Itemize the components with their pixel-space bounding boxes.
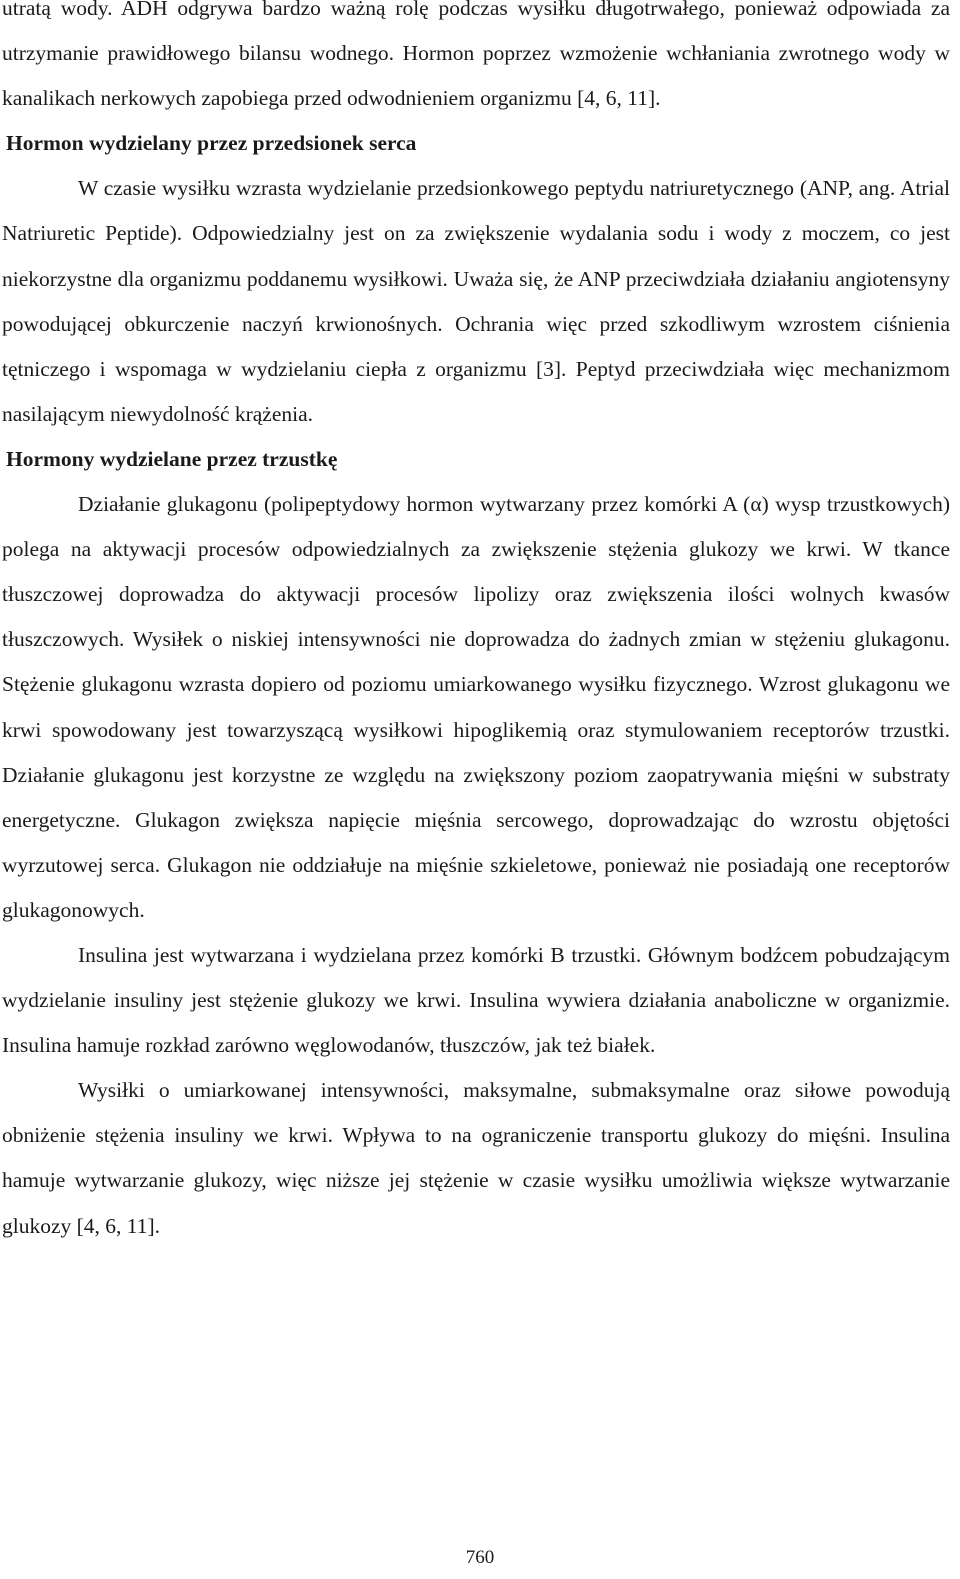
section-heading-pancreas-hormones: Hormony wydzielane przez trzustkę	[6, 446, 338, 471]
section-heading-atrial-hormone: Hormon wydzielany przez przedsionek serca	[6, 131, 417, 156]
paragraph-exercise-insulin: Wysiłki o umiarkowanej intensywności, maksymalne, submaksymalne oraz siłowe powodują obniżenie stężenia insuliny we krwi. Wpływa to na ograniczenie transportu glukozy do mięśni. Insulina hamuje wytwarzanie glukozy, więc niższe jej stężenie w czasie wysiłku umożliwia większe wytwarzanie glukozy [4, 6, 11].	[2, 1078, 950, 1238]
document-body	[2, 0, 950, 1249]
paragraph-glucagon: Działanie glukagonu (polipeptydowy hormon wytwarzany przez komórki A (α) wysp trzustkowych) polega na aktywacji procesów odpowiedzialnych za zwiększenie stężenia glukozy we krwi. W tkance tłuszczowej doprowadza do aktywacji procesów lipolizy oraz zwiększenia ilości wolnych kwasów tłuszczowych. Wysiłek o niskiej intensywności nie doprowadza do żadnych zmian w stężeniu glukagonu. Stężenie glukagonu wzrasta dopiero od poziomu umiarkowanego wysiłku fizycznego. Wzrost glukagonu we krwi spowodowany jest towarzyszącą wysiłkowi hipoglikemią oraz stymulowaniem receptorów trzustki. Działanie glukagonu jest korzystne ze względu na zwiększony poziom zaopatrywania mięśni w substraty energetyczne. Glukagon zwiększa napięcie mięśnia sercowego, doprowadzając do wzrostu objętości wyrzutowej serca. Glukagon nie oddziałuje na mięśnie szkieletowe, ponieważ nie posiadają one receptorów glukagonowych.	[2, 492, 950, 922]
paragraph-adh-continuation: utratą wody. ADH odgrywa bardzo ważną rolę podczas wysiłku długotrwałego, ponieważ odpowiada za utrzymanie prawidłowego bilansu wodnego. Hormon poprzez wzmożenie wchłaniania zwrotnego wody w kanalikach nerkowych zapobiega przed odwodnieniem organizmu [4, 6, 11].	[2, 0, 950, 111]
paragraph-anp: W czasie wysiłku wzrasta wydzielanie przedsionkowego peptydu natriuretycznego (ANP, ang. Atrial Natriuretic Peptide). Odpowiedzialny jest on za zwiększenie wydalania sodu i wody z moczem, co jest niekorzystne dla organizmu poddanemu wysiłkowi. Uważa się, że ANP przeciwdziała działaniu angiotensyny powodującej obkurczenie naczyń krwionośnych. Ochrania więc przed szkodliwym wzrostem ciśnienia tętniczego i wspomaga w wydzielaniu ciepła z organizmu [3]. Peptyd przeciwdziała więc mechanizmom nasilającym niewydolność krążenia.	[2, 176, 950, 426]
paragraph-insulin: Insulina jest wytwarzana i wydzielana przez komórki B trzustki. Głównym bodźcem pobudzającym wydzielanie insuliny jest stężenie glukozy we krwi. Insulina wywiera działania anaboliczne w organizmie. Insulina hamuje rozkład zarówno węglowodanów, tłuszczów, jak też białek.	[2, 942, 950, 1058]
page-number: 760	[465, 1547, 495, 1568]
